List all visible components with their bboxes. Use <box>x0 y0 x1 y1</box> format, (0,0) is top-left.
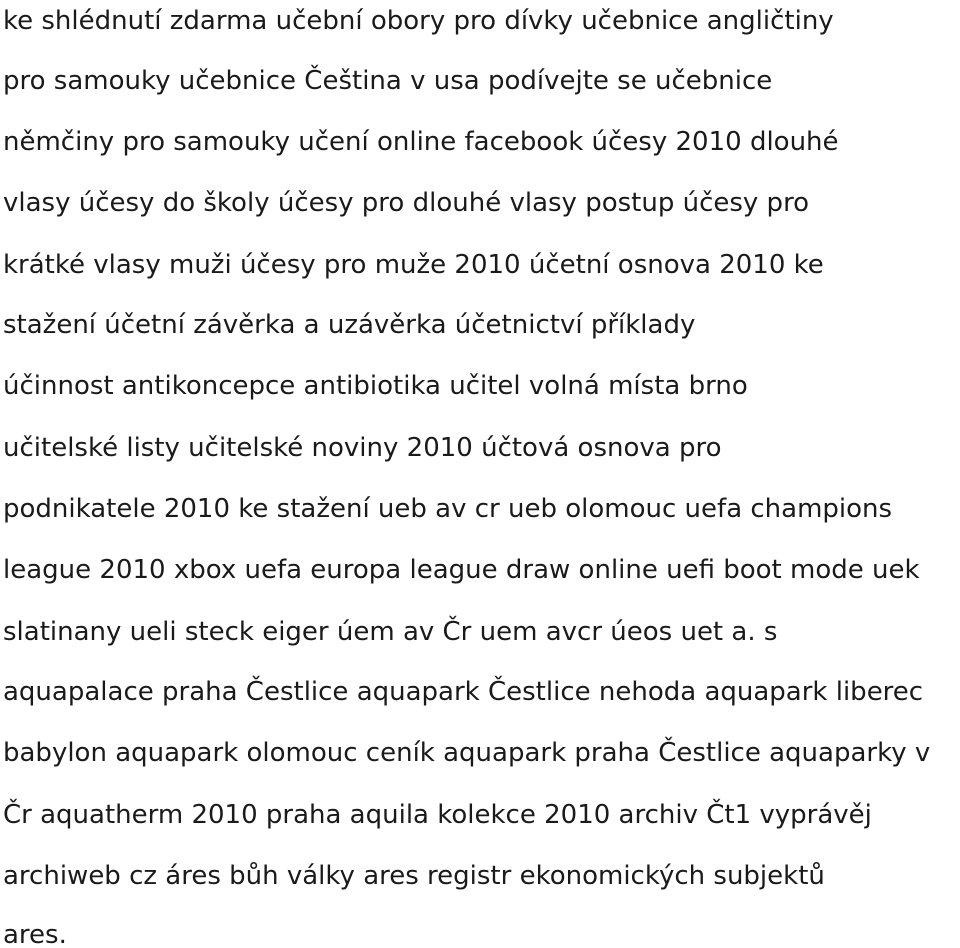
text-line-14: Čr aquatherm 2010 praha aquila kolekce 2010 archiv Čt1 vyprávěj <box>3 800 872 830</box>
text-line-15: archiweb cz áres bůh války ares registr ekonomických subjektů <box>3 861 825 891</box>
text-line-8: učitelské listy učitelské noviny 2010 účtová osnova pro <box>3 433 722 463</box>
text-line-4: vlasy účesy do školy účesy pro dlouhé vlasy postup účesy pro <box>3 188 810 218</box>
text-line-13: babylon aquapark olomouc ceník aquapark praha Čestlice aquaparky v <box>3 738 931 768</box>
text-line-12: aquapalace praha Čestlice aquapark Čestlice nehoda aquapark liberec <box>3 677 924 707</box>
text-line-11: slatinany ueli steck eiger úem av Čr uem avcr úeos uet a. s <box>3 617 778 647</box>
text-line-7: účinnost antikoncepce antibiotika učitel volná místa brno <box>3 371 748 401</box>
text-line-1: ke shlédnutí zdarma učební obory pro dívky učebnice angličtiny <box>3 6 834 36</box>
text-line-10: league 2010 xbox uefa europa league draw online uefi boot mode uek <box>3 555 920 585</box>
text-line-2: pro samouky učebnice Čeština v usa podívejte se učebnice <box>3 66 773 96</box>
text-line-16: ares. <box>3 920 67 948</box>
text-line-3: němčiny pro samouky učení online facebook účesy 2010 dlouhé <box>3 127 839 157</box>
text-line-5: krátké vlasy muži účesy pro muže 2010 účetní osnova 2010 ke <box>3 250 824 280</box>
text-line-9: podnikatele 2010 ke stažení ueb av cr ueb olomouc uefa champions <box>3 494 893 524</box>
text-line-6: stažení účetní závěrka a uzávěrka účetnictví příklady <box>3 310 696 340</box>
